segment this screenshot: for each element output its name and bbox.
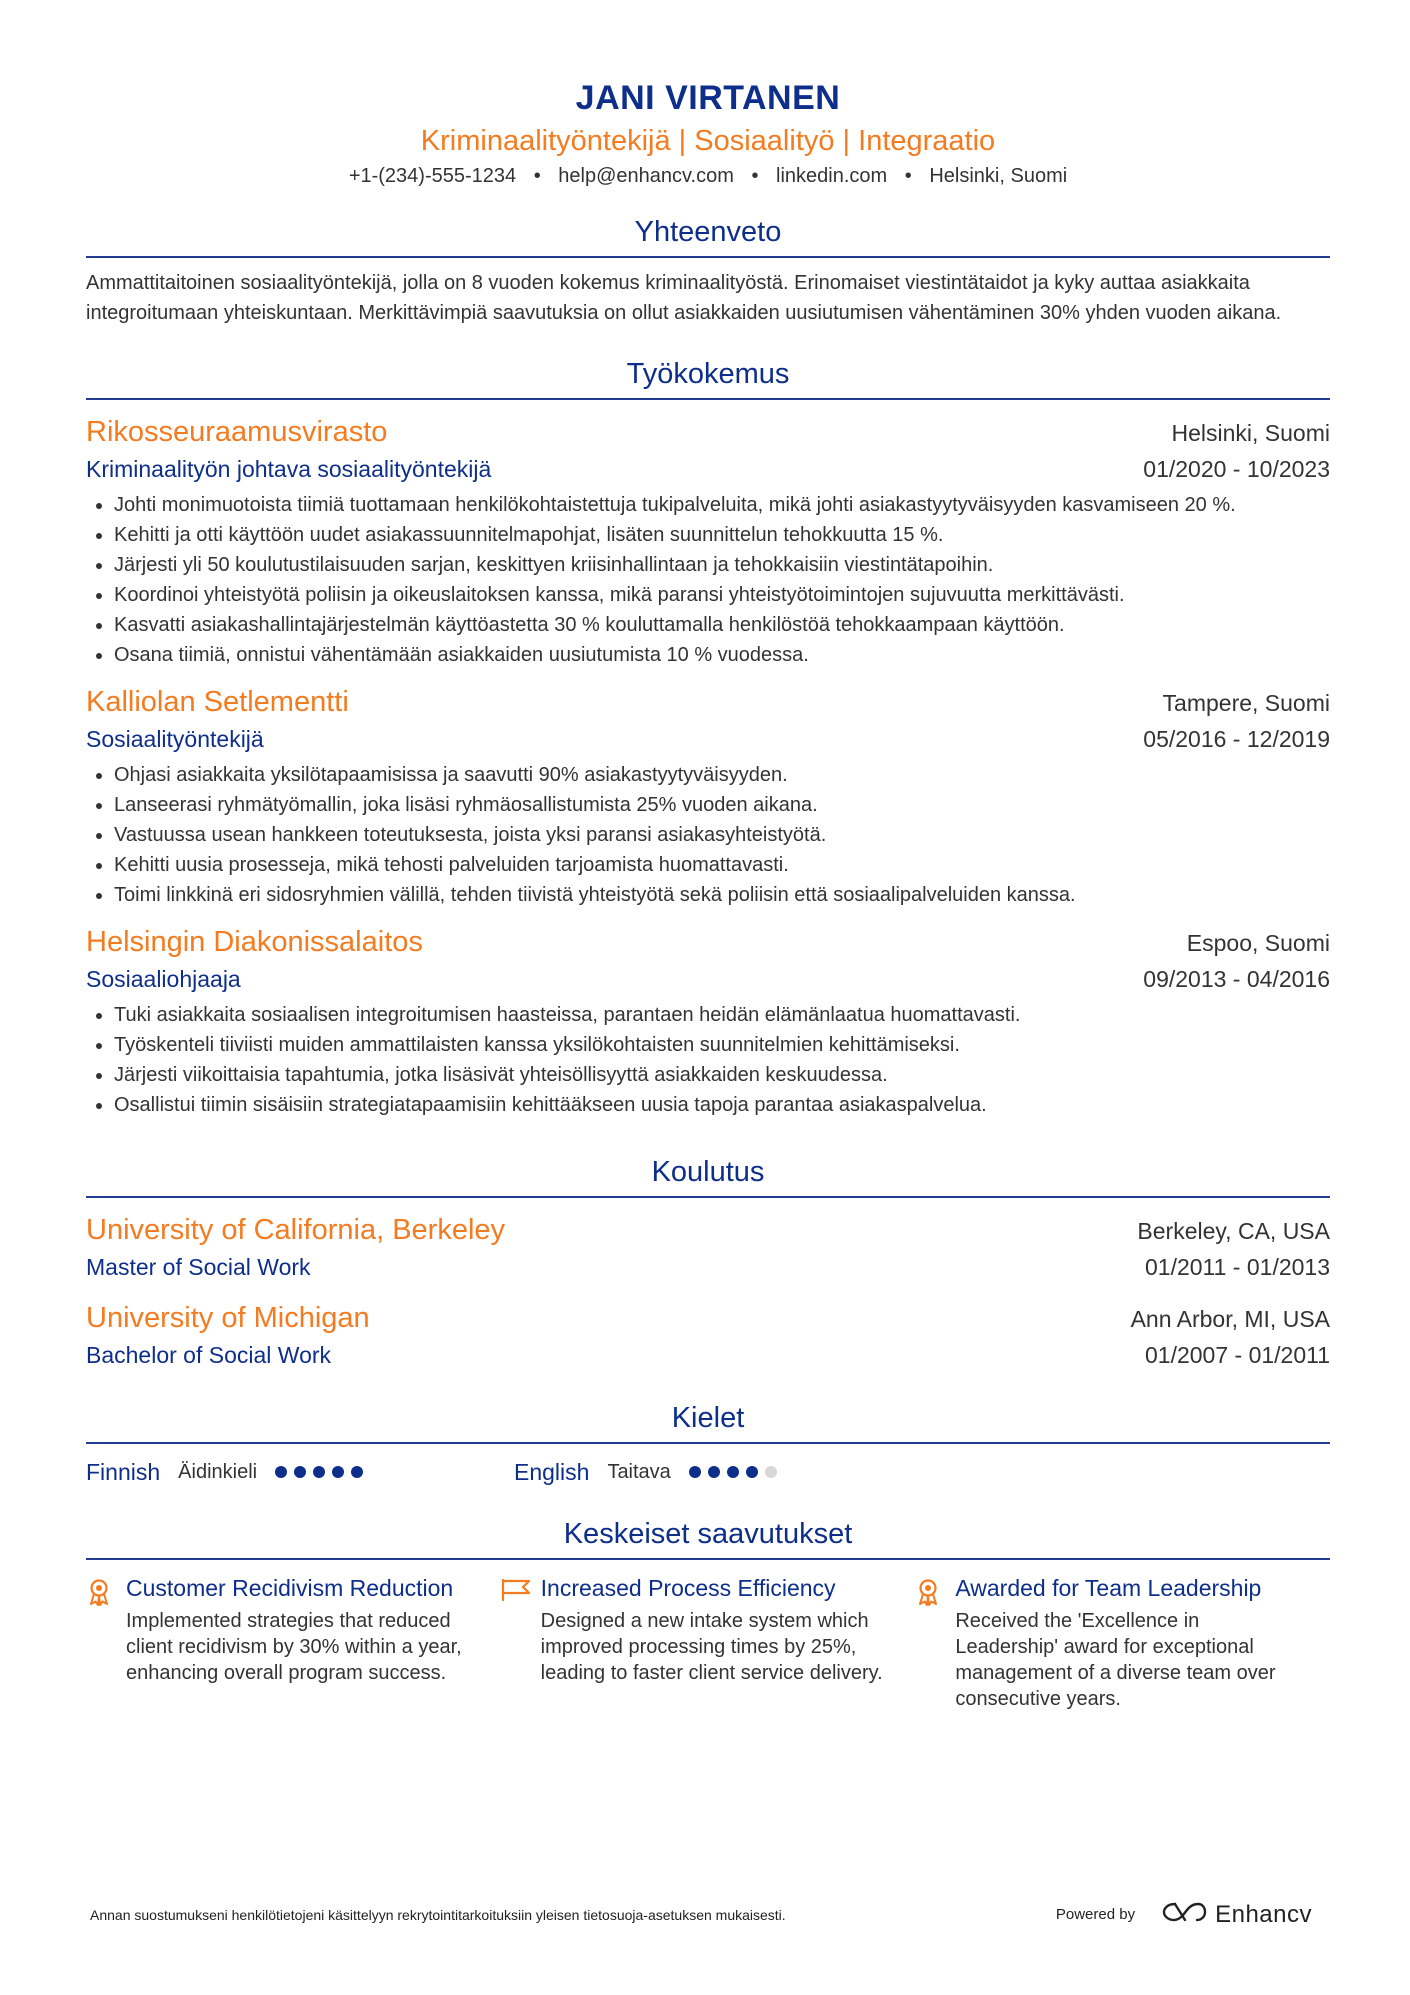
rating-dot-filled bbox=[727, 1466, 739, 1478]
bullet-item: • Lanseerasi ryhmätyömallin, joka lisäsi ryhmäosallistumista 25% vuoden aikana. bbox=[114, 790, 1330, 820]
powered-by bbox=[1056, 1900, 1312, 1929]
language-level: Taitava bbox=[607, 1460, 671, 1483]
rating-dot-filled bbox=[746, 1466, 758, 1478]
school-location: Berkeley, CA, USA bbox=[1137, 1218, 1330, 1244]
flag-icon bbox=[501, 1574, 541, 1712]
job-dates: 05/2016 - 12/2019 bbox=[1143, 726, 1330, 752]
bullet-item: • Osallistui tiimin sisäisiin strategiatapaamisiin kehittääkseen uusia tapoja parantaa asiakaspalvelua. bbox=[114, 1090, 1330, 1120]
school-name: University of California, Berkeley bbox=[86, 1214, 506, 1246]
language-name: Finnish bbox=[86, 1458, 161, 1485]
bullet-item: • Tuki asiakkaita sosiaalisen integroitumisen haasteissa, parantaen heidän elämänlaatua huomattavasti. bbox=[114, 1000, 1330, 1030]
job-bullets bbox=[86, 760, 1330, 910]
section-title-summary: Yhteenveto bbox=[86, 212, 1330, 258]
gdpr-consent-note: Annan suostumukseni henkilötietojeni käsittelyyn rekrytointitarkoituksiin yleisen tietosuoja-asetuksen mukaisesti. bbox=[90, 1906, 786, 1923]
job-role: Kriminaalityön johtava sosiaalityöntekijä bbox=[86, 456, 492, 482]
degree: Bachelor of Social Work bbox=[86, 1342, 332, 1368]
bullet-item: • Kehitti ja otti käyttöön uudet asiakassuunnitelmapohjat, lisäten suunnittelun tehokkuutta 15 %. bbox=[114, 520, 1330, 550]
language-entry bbox=[514, 1459, 942, 1486]
location: Helsinki, Suomi bbox=[929, 165, 1068, 187]
bullet-item: • Työskenteli tiiviisti muiden ammattilaisten kanssa yksilökohtaisten suunnitelmien kehittämiseksi. bbox=[114, 1030, 1330, 1060]
email-link[interactable]: help@enhancv.com bbox=[558, 165, 734, 187]
job-organization: Kalliolan Setlementti bbox=[86, 686, 349, 718]
achievement-description: Received the 'Excellence in Leadership' award for exceptional management of a diverse team over consecutive years. bbox=[955, 1610, 1276, 1710]
achievement-title: Increased Process Efficiency bbox=[540, 1575, 836, 1601]
linkedin-link[interactable]: linkedin.com bbox=[776, 165, 888, 187]
award-icon bbox=[915, 1574, 955, 1712]
school-name: University of Michigan bbox=[86, 1302, 370, 1334]
rating-dot-filled bbox=[689, 1466, 701, 1478]
job-location: Espoo, Suomi bbox=[1186, 930, 1330, 956]
job-dates: 09/2013 - 04/2016 bbox=[1143, 966, 1330, 992]
achievements-section bbox=[86, 1514, 1330, 1712]
resume-page bbox=[86, 0, 1330, 1712]
achievement-title: Awarded for Team Leadership bbox=[955, 1575, 1262, 1601]
section-title-experience: Työkokemus bbox=[86, 354, 1330, 400]
powered-by-label: Powered by bbox=[1055, 1906, 1136, 1923]
rating-dot-filled bbox=[275, 1466, 287, 1478]
job-role: Sosiaalityöntekijä bbox=[86, 726, 264, 752]
rating-dot-filled bbox=[294, 1466, 306, 1478]
bullet-item: • Toimi linkkinä eri sidosryhmien välillä, tehden tiivistä yhteistyötä sekä poliisin että sosiaalipalveluiden kanssa. bbox=[114, 880, 1330, 910]
job-location: Helsinki, Suomi bbox=[1171, 420, 1330, 446]
job-organization: Rikosseuraamusvirasto bbox=[86, 416, 388, 448]
job-bullets bbox=[86, 490, 1330, 670]
education-dates: 01/2011 - 01/2013 bbox=[1144, 1254, 1330, 1280]
contact-line bbox=[86, 162, 1330, 190]
rating-dot-filled bbox=[332, 1466, 344, 1478]
language-rating bbox=[689, 1466, 784, 1478]
bullet-item: • Järjesti viikoittaisia tapahtumia, jotka lisäsivät yhteisöllisyyttä asiakkaiden keskuudessa. bbox=[114, 1060, 1330, 1090]
job-organization: Helsingin Diakonissalaitos bbox=[86, 926, 423, 958]
achievement-item bbox=[501, 1574, 916, 1712]
achievement-item bbox=[86, 1574, 501, 1712]
candidate-name: JANI VIRTANEN bbox=[575, 79, 841, 117]
job-bullets bbox=[86, 1000, 1330, 1120]
education-entry bbox=[86, 1210, 1330, 1284]
language-level: Äidinkieli bbox=[178, 1460, 258, 1483]
bullet-item: • Johti monimuotoista tiimiä tuottamaan henkilökohtaistettuja tukipalveluita, mikä johti asiakastyytyväisyyden kasvamiseen 20 %. bbox=[114, 490, 1330, 520]
achievement-title: Customer Recidivism Reduction bbox=[126, 1575, 454, 1601]
achievement-description: Implemented strategies that reduced client recidivism by 30% within a year, enhancing overall program success. bbox=[126, 1610, 462, 1684]
job-role: Sosiaaliohjaaja bbox=[86, 966, 241, 992]
separator: • bbox=[533, 165, 541, 187]
job-dates: 01/2020 - 10/2023 bbox=[1143, 456, 1330, 482]
job-entry bbox=[86, 412, 1330, 670]
job-entry bbox=[86, 922, 1330, 1120]
separator: • bbox=[751, 165, 759, 187]
separator: • bbox=[904, 165, 912, 187]
experience-section bbox=[86, 354, 1330, 1120]
rating-dot-filled bbox=[351, 1466, 363, 1478]
bullet-item: • Vastuussa usean hankkeen toteutuksesta, joista yksi paransi asiakasyhteistyötä. bbox=[114, 820, 1330, 850]
page-footer bbox=[90, 1900, 1312, 1929]
language-rating bbox=[275, 1466, 370, 1478]
phone: +1-(234)-555-1234 bbox=[348, 165, 517, 187]
summary-text: Ammattitaitoinen sosiaalityöntekijä, jolla on 8 vuoden kokemus kriminaalityöstä. Erinomaiset viestintätaidot ja kyky auttaa asiakkaita integroitumaan yhteiskuntaan. Merkittävimpiä saavutuksia on ollut asiakkaiden uusiutumisen vähentäminen 30% yhden vuoden aikana. bbox=[86, 272, 1282, 324]
rating-dot-filled bbox=[313, 1466, 325, 1478]
bullet-item: • Kehitti uusia prosesseja, mikä tehosti palveluiden tarjoamista huomattavasti. bbox=[114, 850, 1330, 880]
education-entry bbox=[86, 1298, 1330, 1372]
summary-section bbox=[86, 212, 1330, 328]
job-entry bbox=[86, 682, 1330, 910]
degree: Master of Social Work bbox=[86, 1254, 311, 1280]
languages-section bbox=[86, 1398, 1330, 1494]
section-title-education: Koulutus bbox=[86, 1152, 1330, 1198]
school-location: Ann Arbor, MI, USA bbox=[1130, 1306, 1330, 1332]
candidate-subtitle: Kriminaalityöntekijä | Sosiaalityö | Integraatio bbox=[420, 125, 996, 157]
achievement-description: Designed a new intake system which improved processing times by 25%, leading to faster client service delivery. bbox=[540, 1610, 883, 1684]
rating-dot-empty bbox=[765, 1466, 777, 1478]
language-entry bbox=[86, 1459, 514, 1486]
rating-dot-filled bbox=[708, 1466, 720, 1478]
bullet-item: • Osana tiimiä, onnistui vähentämään asiakkaiden uusiutumista 10 % vuodessa. bbox=[114, 640, 1330, 670]
award-icon bbox=[86, 1574, 126, 1712]
section-title-achievements: Keskeiset saavutukset bbox=[86, 1514, 1330, 1560]
bullet-item: • Kasvatti asiakashallintajärjestelmän käyttöastetta 30 % kouluttamalla henkilöstöä tehokkaampaan käyttöön. bbox=[114, 610, 1330, 640]
language-name: English bbox=[514, 1458, 590, 1485]
bullet-item: • Ohjasi asiakkaita yksilötapaamisissa ja saavutti 90% asiakastyytyväisyyden. bbox=[114, 760, 1330, 790]
bullet-item: • Koordinoi yhteistyötä poliisin ja oikeuslaitoksen kanssa, mikä paransi yhteistyötoimintojen sujuvuutta merkittävästi. bbox=[114, 580, 1330, 610]
enhancv-logo-icon bbox=[1161, 1900, 1207, 1929]
job-location: Tampere, Suomi bbox=[1162, 690, 1330, 716]
brand-name[interactable]: Enhancv bbox=[1215, 1900, 1312, 1928]
education-section bbox=[86, 1152, 1330, 1372]
achievement-item bbox=[915, 1574, 1330, 1712]
resume-header bbox=[86, 0, 1330, 190]
section-title-languages: Kielet bbox=[86, 1398, 1330, 1444]
bullet-item: • Järjesti yli 50 koulutustilaisuuden sarjan, keskittyen kriisinhallintaan ja tehokkaisiin viestintätapoihin. bbox=[114, 550, 1330, 580]
education-dates: 01/2007 - 01/2011 bbox=[1144, 1342, 1330, 1368]
